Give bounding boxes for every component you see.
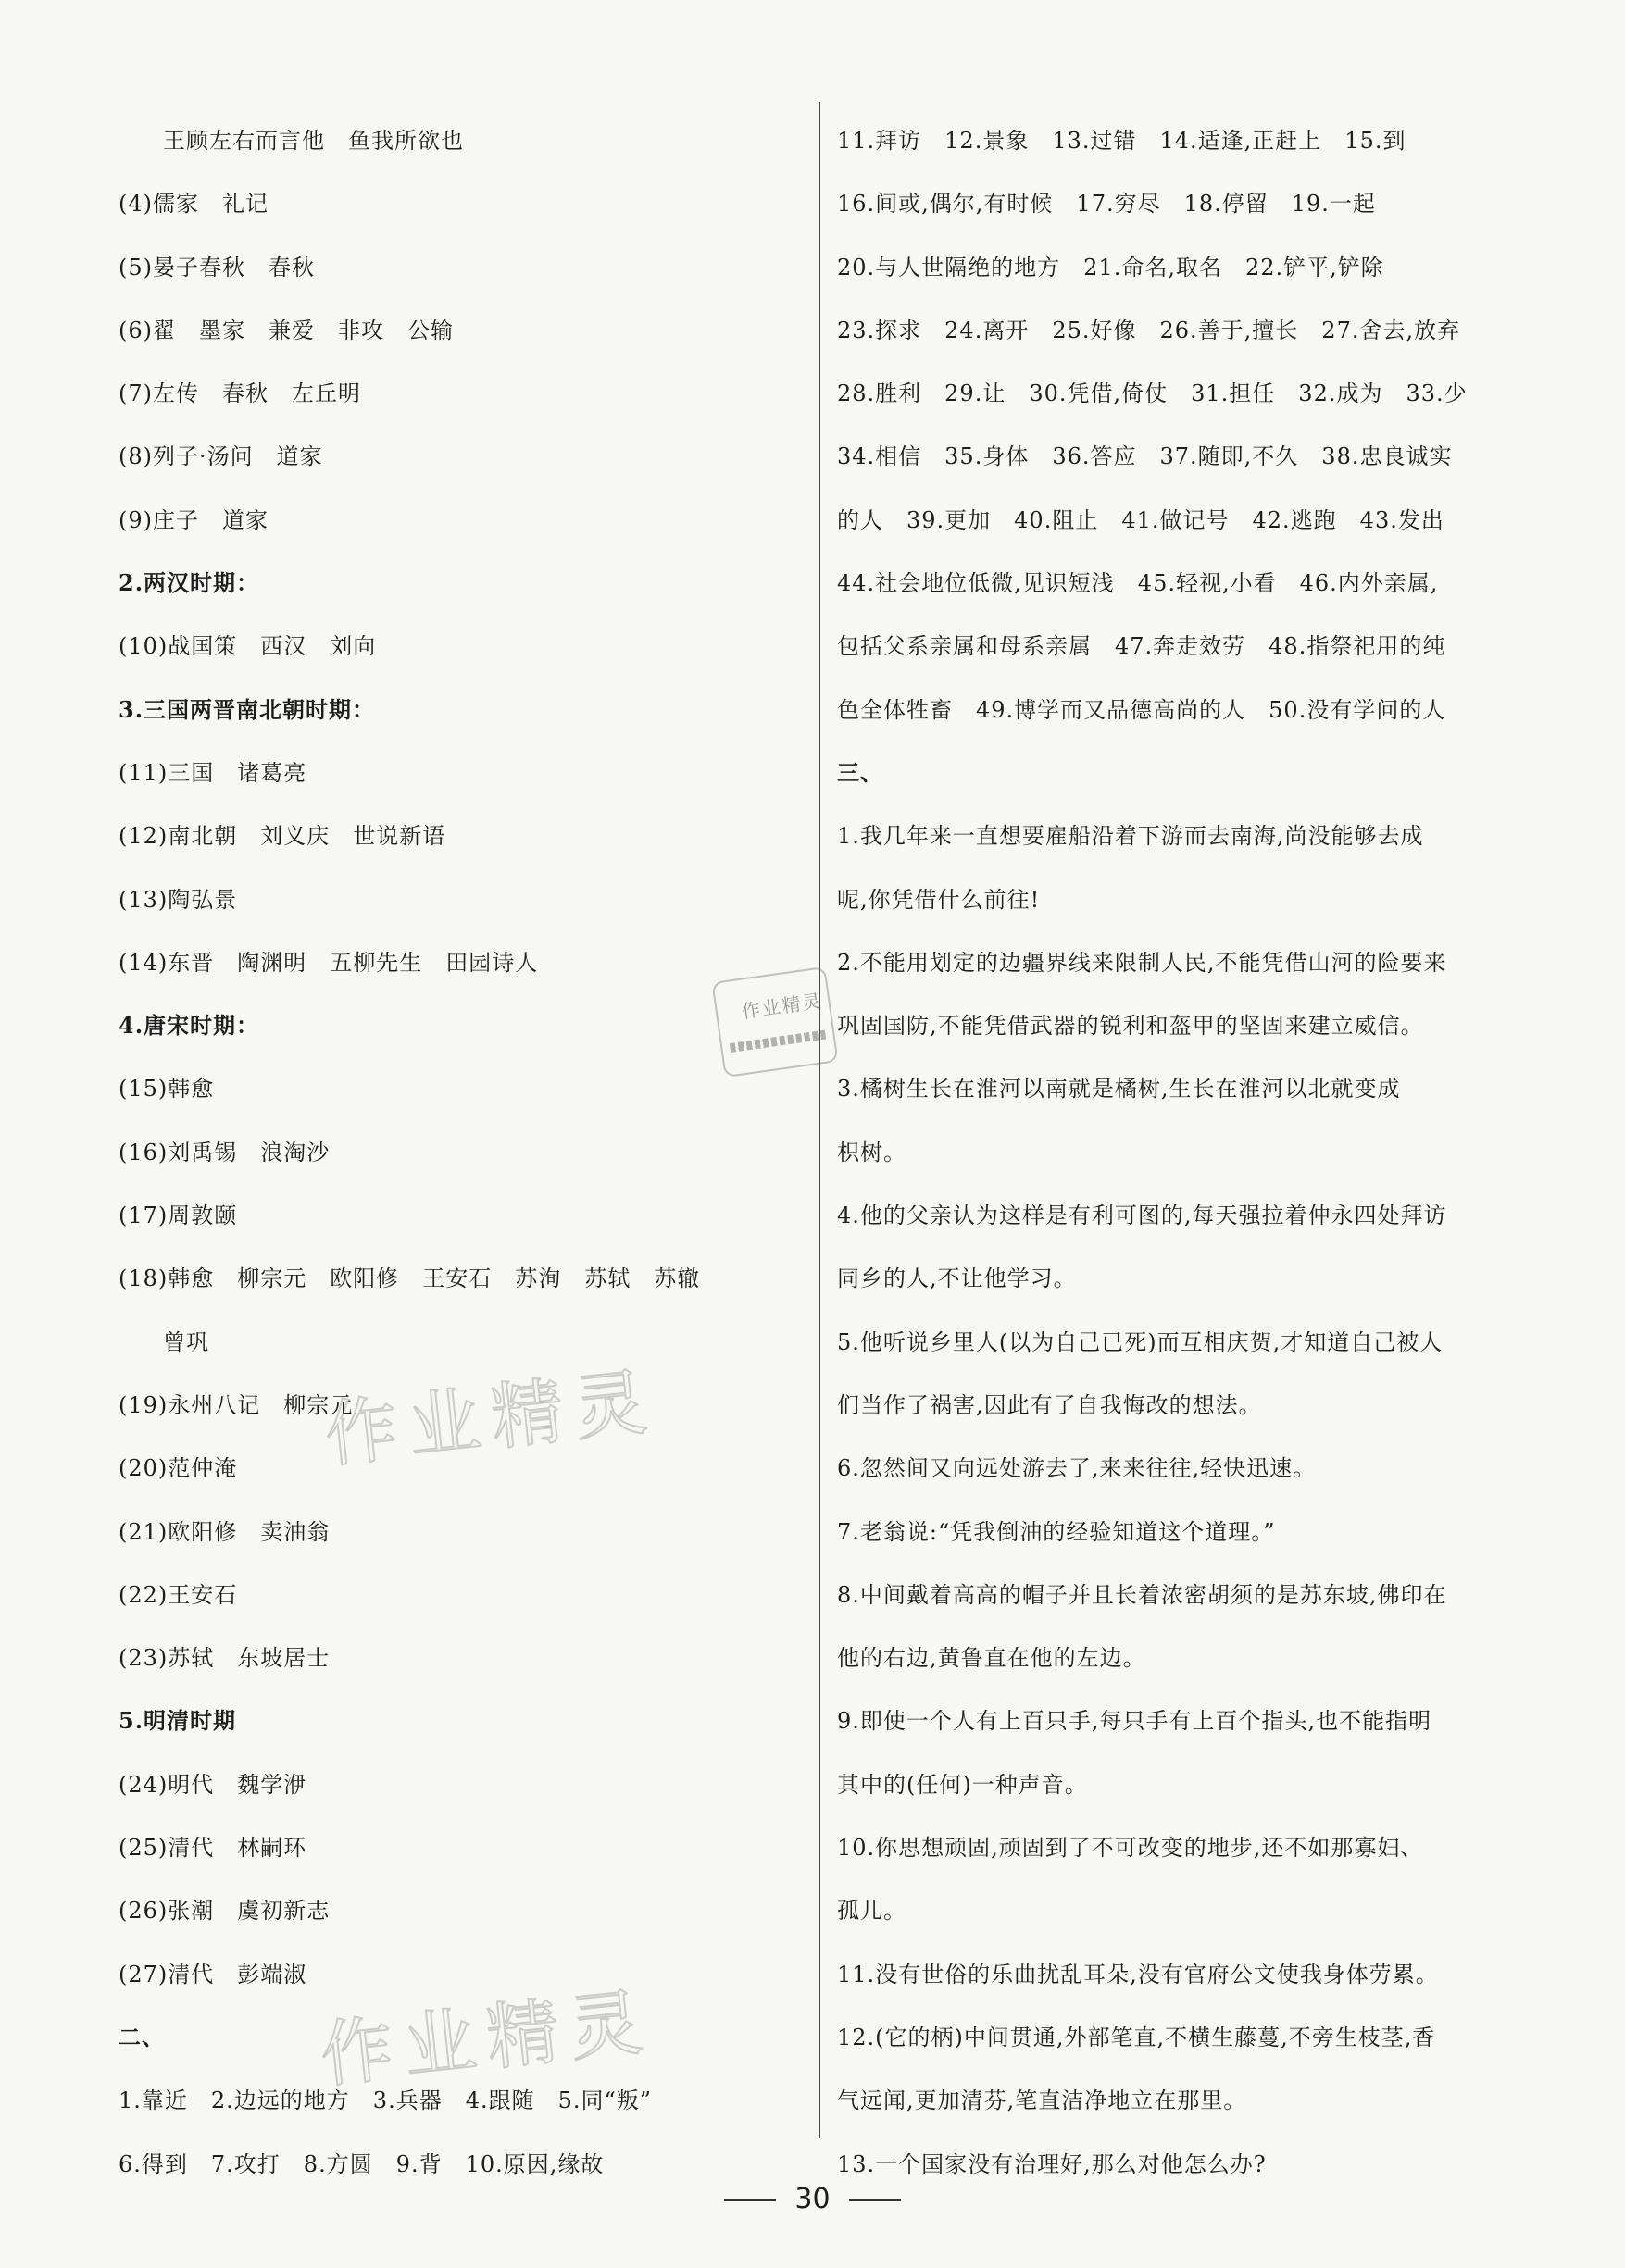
answer-line: (9)庄子 道家 xyxy=(119,506,269,533)
answer-line: 44.社会地位低微,见识短浅 45.轻视,小看 46.内外亲属, xyxy=(837,570,1439,597)
answer-line: 包括父系亲属和母系亲属 47.奔走效劳 48.指祭祀用的纯 xyxy=(837,633,1446,660)
answer-line: 10.你思想顽固,顽固到了不可改变的地步,还不如那寡妇、 xyxy=(837,1835,1424,1862)
answer-line: (27)清代 彭端淑 xyxy=(119,1961,307,1988)
answer-line: (7)左传 春秋 左丘明 xyxy=(119,380,361,407)
answer-line: (5)晏子春秋 春秋 xyxy=(119,254,315,280)
answer-line: (12)南北朝 刘义庆 世说新语 xyxy=(119,823,446,850)
answer-line: 8.中间戴着高高的帽子并且长着浓密胡须的是苏东坡,佛印在 xyxy=(837,1581,1447,1608)
answer-line: (21)欧阳修 卖油翁 xyxy=(119,1518,331,1545)
answer-line: 13.一个国家没有治理好,那么对他怎么办? xyxy=(837,2150,1267,2177)
answer-line: 4.他的父亲认为这样是有利可图的,每天强拉着仲永四处拜访 xyxy=(837,1203,1447,1229)
answer-line: 们当作了祸害,因此有了自我悔改的想法。 xyxy=(837,1391,1262,1418)
answer-line: 7.老翁说:“凭我倒油的经验知道这个道理。” xyxy=(837,1518,1276,1545)
answer-line: 6.忽然间又向远处游去了,来来往往,轻快迅速。 xyxy=(837,1455,1317,1482)
answer-line: (17)周敦颐 xyxy=(119,1203,238,1229)
section-heading: 二、 xyxy=(119,2023,165,2050)
answer-line: 11.拜访 12.景象 13.过错 14.适逢,正赶上 15.到 xyxy=(837,128,1406,154)
answer-line: 的人 39.更加 40.阻止 41.做记号 42.逃跑 43.发出 xyxy=(837,506,1444,533)
answer-line: (25)清代 林嗣环 xyxy=(119,1835,307,1862)
watermark: 作业精灵 xyxy=(317,1980,657,2099)
answer-line: 1.靠近 2.边远的地方 3.兵器 4.跟随 5.同“叛” xyxy=(119,2087,653,2114)
section-heading: 三、 xyxy=(837,758,883,786)
column-divider xyxy=(819,102,820,2138)
answer-line: (8)列子·汤问 道家 xyxy=(119,443,323,470)
answer-line: 12.(它的柄)中间贯通,外部笔直,不横生藤蔓,不旁生枝茎,香 xyxy=(837,2024,1436,2050)
answer-line: (24)明代 魏学洢 xyxy=(119,1771,307,1798)
answer-line: 5.他听说乡里人(以为自己已死)而互相庆贺,才知道自己被人 xyxy=(837,1328,1444,1355)
page-number-footer xyxy=(0,2183,1625,2215)
section-heading: 4.唐宋时期： xyxy=(119,1012,260,1040)
answer-line: 孤儿。 xyxy=(837,1898,906,1925)
answer-line: 9.即使一个人有上百只手,每只手有上百个指头,也不能指明 xyxy=(837,1708,1432,1735)
answer-line: (13)陶弘景 xyxy=(119,886,238,913)
answer-line: 巩固国防,不能凭借武器的锐利和盔甲的坚固来建立威信。 xyxy=(837,1013,1424,1040)
answer-line: 其中的(任何)一种声音。 xyxy=(837,1771,1088,1798)
answer-line: 20.与人世隔绝的地方 21.命名,取名 22.铲平,铲除 xyxy=(837,254,1384,280)
answer-line: (19)永州八记 柳宗元 xyxy=(119,1391,354,1418)
answer-line: (23)苏轼 东坡居士 xyxy=(119,1645,331,1672)
answer-line: (20)范仲淹 xyxy=(119,1455,238,1482)
answer-line: 6.得到 7.攻打 8.方圆 9.背 10.原因,缘故 xyxy=(119,2150,605,2177)
watermark-stamp xyxy=(711,966,838,1078)
answer-line: (15)韩愈 xyxy=(119,1076,215,1103)
answer-line: 同乡的人,不让他学习。 xyxy=(837,1265,1077,1292)
answer-line: 28.胜利 29.让 30.凭借,倚仗 31.担任 32.成为 33.少 xyxy=(837,380,1468,407)
answer-line: 色全体牲畜 49.博学而又品德高尚的人 50.没有学问的人 xyxy=(837,696,1446,723)
answer-line: 曾巩 xyxy=(163,1328,209,1355)
answer-line: 23.探求 24.离开 25.好像 26.善于,擅长 27.舍去,放弃 xyxy=(837,317,1461,343)
answer-line: (6)翟 墨家 兼爱 非攻 公输 xyxy=(119,317,454,343)
answer-line: 16.间或,偶尔,有时候 17.穷尽 18.停留 19.一起 xyxy=(837,191,1376,218)
page-number: 30 xyxy=(794,2183,831,2215)
answer-line: (16)刘禹锡 浪淘沙 xyxy=(119,1139,331,1165)
answer-line: 1.我几年来一直想要雇船沿着下游而去南海,尚没能够去成 xyxy=(837,823,1424,850)
answer-line: 3.橘树生长在淮河以南就是橘树,生长在淮河以北就变成 xyxy=(837,1076,1401,1103)
answer-line: 34.相信 35.身体 36.答应 37.随即,不久 38.忠良诚实 xyxy=(837,443,1453,470)
answer-line: (26)张潮 虞初新志 xyxy=(119,1898,331,1925)
answer-line: 气远闻,更加清芬,笔直洁净地立在那里。 xyxy=(837,2087,1247,2114)
answer-line: (18)韩愈 柳宗元 欧阳修 王安石 苏洵 苏轼 苏辙 xyxy=(119,1265,701,1292)
answer-line: 他的右边,黄鲁直在他的左边。 xyxy=(837,1645,1146,1672)
left-column xyxy=(119,109,804,2196)
section-heading: 2.两汉时期： xyxy=(119,569,260,597)
answer-line: (10)战国策 西汉 刘向 xyxy=(119,633,377,660)
dash-left xyxy=(724,2199,776,2201)
answer-line: 王顾左右而言他 鱼我所欲也 xyxy=(163,128,464,154)
right-column xyxy=(837,109,1504,2196)
stamp-text: 作业精灵 xyxy=(740,989,824,1023)
answer-line: (14)东晋 陶渊明 五柳先生 田园诗人 xyxy=(119,949,539,976)
watermark: 作业精灵 xyxy=(321,1360,662,1478)
section-heading: 3.三国两晋南北朝时期： xyxy=(119,695,376,723)
answer-line: 呢,你凭借什么前往! xyxy=(837,886,1041,913)
answer-line: 枳树。 xyxy=(837,1139,906,1165)
stamp-dots xyxy=(730,1030,826,1053)
answer-line: (4)儒家 礼记 xyxy=(119,191,269,218)
dash-right xyxy=(849,2199,901,2201)
answer-line: 11.没有世俗的乐曲扰乱耳朵,没有官府公文使我身体劳累。 xyxy=(837,1961,1439,1988)
answer-line: (22)王安石 xyxy=(119,1581,238,1608)
answer-line: 2.不能用划定的边疆界线来限制人民,不能凭借山河的险要来 xyxy=(837,949,1447,976)
section-heading: 5.明清时期 xyxy=(119,1707,237,1735)
answer-line: (11)三国 诸葛亮 xyxy=(119,759,307,786)
